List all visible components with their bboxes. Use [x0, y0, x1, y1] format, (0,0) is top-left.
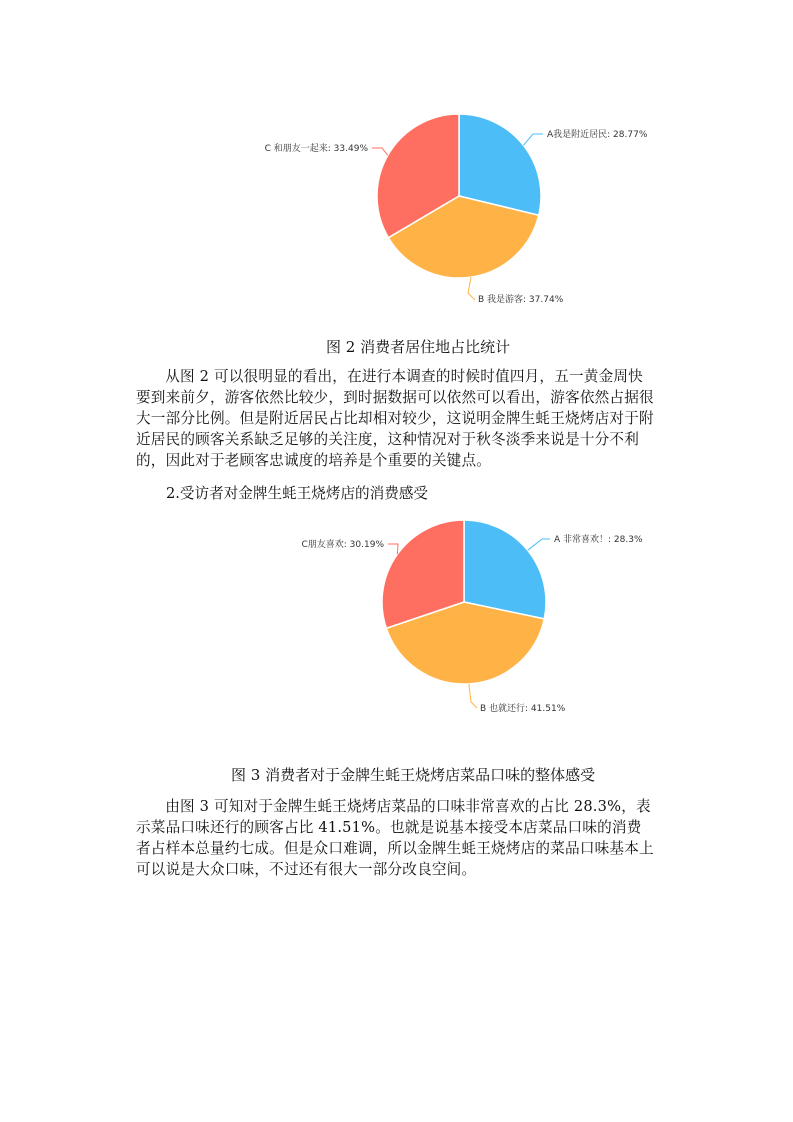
figure3-slice-label-2: C朋友喜欢: 30.19%: [301, 540, 384, 550]
figure3-pie-chart: [250, 506, 670, 721]
figure2-leader-line-0: [523, 134, 543, 145]
figure2-pie-chart: [250, 100, 670, 315]
figure3-leader-line-0: [528, 539, 550, 550]
figure3-leader-line-1: [469, 684, 477, 708]
figure2-slice-label-2: C 和朋友一起来: 33.49%: [264, 144, 368, 154]
figure2-leader-line-2: [372, 148, 388, 155]
paragraph-1-text: 从图 2 可以很明显的看出，在进行本调查的时候时值四月，五一黄金周快要到来前夕，游客依然比较少，到时据数据可以依然可以看出，游客依然占据很大一部分比例。但是附近居民占比却相对较少，这说明金牌生蚝王烧烤店对于附近居民的顾客关系缺乏足够的关注度，这种情况对于秋冬淡季来说是十分不利的，因此对于老顾客忠诚度的培养是个重要的关键点。: [136, 368, 654, 469]
figure3-leader-line-2: [388, 544, 398, 554]
figure2-leader-line-1: [468, 277, 475, 300]
paragraph-2-text: 由图 3 可知对于金牌生蚝王烧烤店菜品的口味非常喜欢的占比 28.3%，表示菜品口味还行的顾客占比 41.51%。也就是说基本接受本店菜品口味的消费者占样本总量约七成。但是众口难调，所以金牌生蚝王烧烤店的菜品口味基本上可以说是大众口味，不过还有很大一部分改良空间。: [136, 798, 654, 878]
figure3-slice-label-0: A 非常喜欢！: 28.3%: [554, 535, 643, 545]
figure3-caption: 图 3 消费者对于金牌生蚝王烧烤店菜品口味的整体感受: [231, 766, 596, 784]
figure2-caption: 图 2 消费者居住地占比统计: [326, 338, 511, 356]
section-heading-2: 2.受访者对金牌生蚝王烧烤店的消费感受: [166, 485, 429, 502]
paragraph-2: [136, 796, 656, 880]
paragraph-1: [136, 366, 656, 471]
figure3-slice-label-1: B 也就还行: 41.51%: [480, 704, 566, 714]
figure2-slice-label-0: A我是附近居民: 28.77%: [547, 130, 648, 140]
figure2-slice-label-1: B 我是游客: 37.74%: [478, 295, 564, 305]
